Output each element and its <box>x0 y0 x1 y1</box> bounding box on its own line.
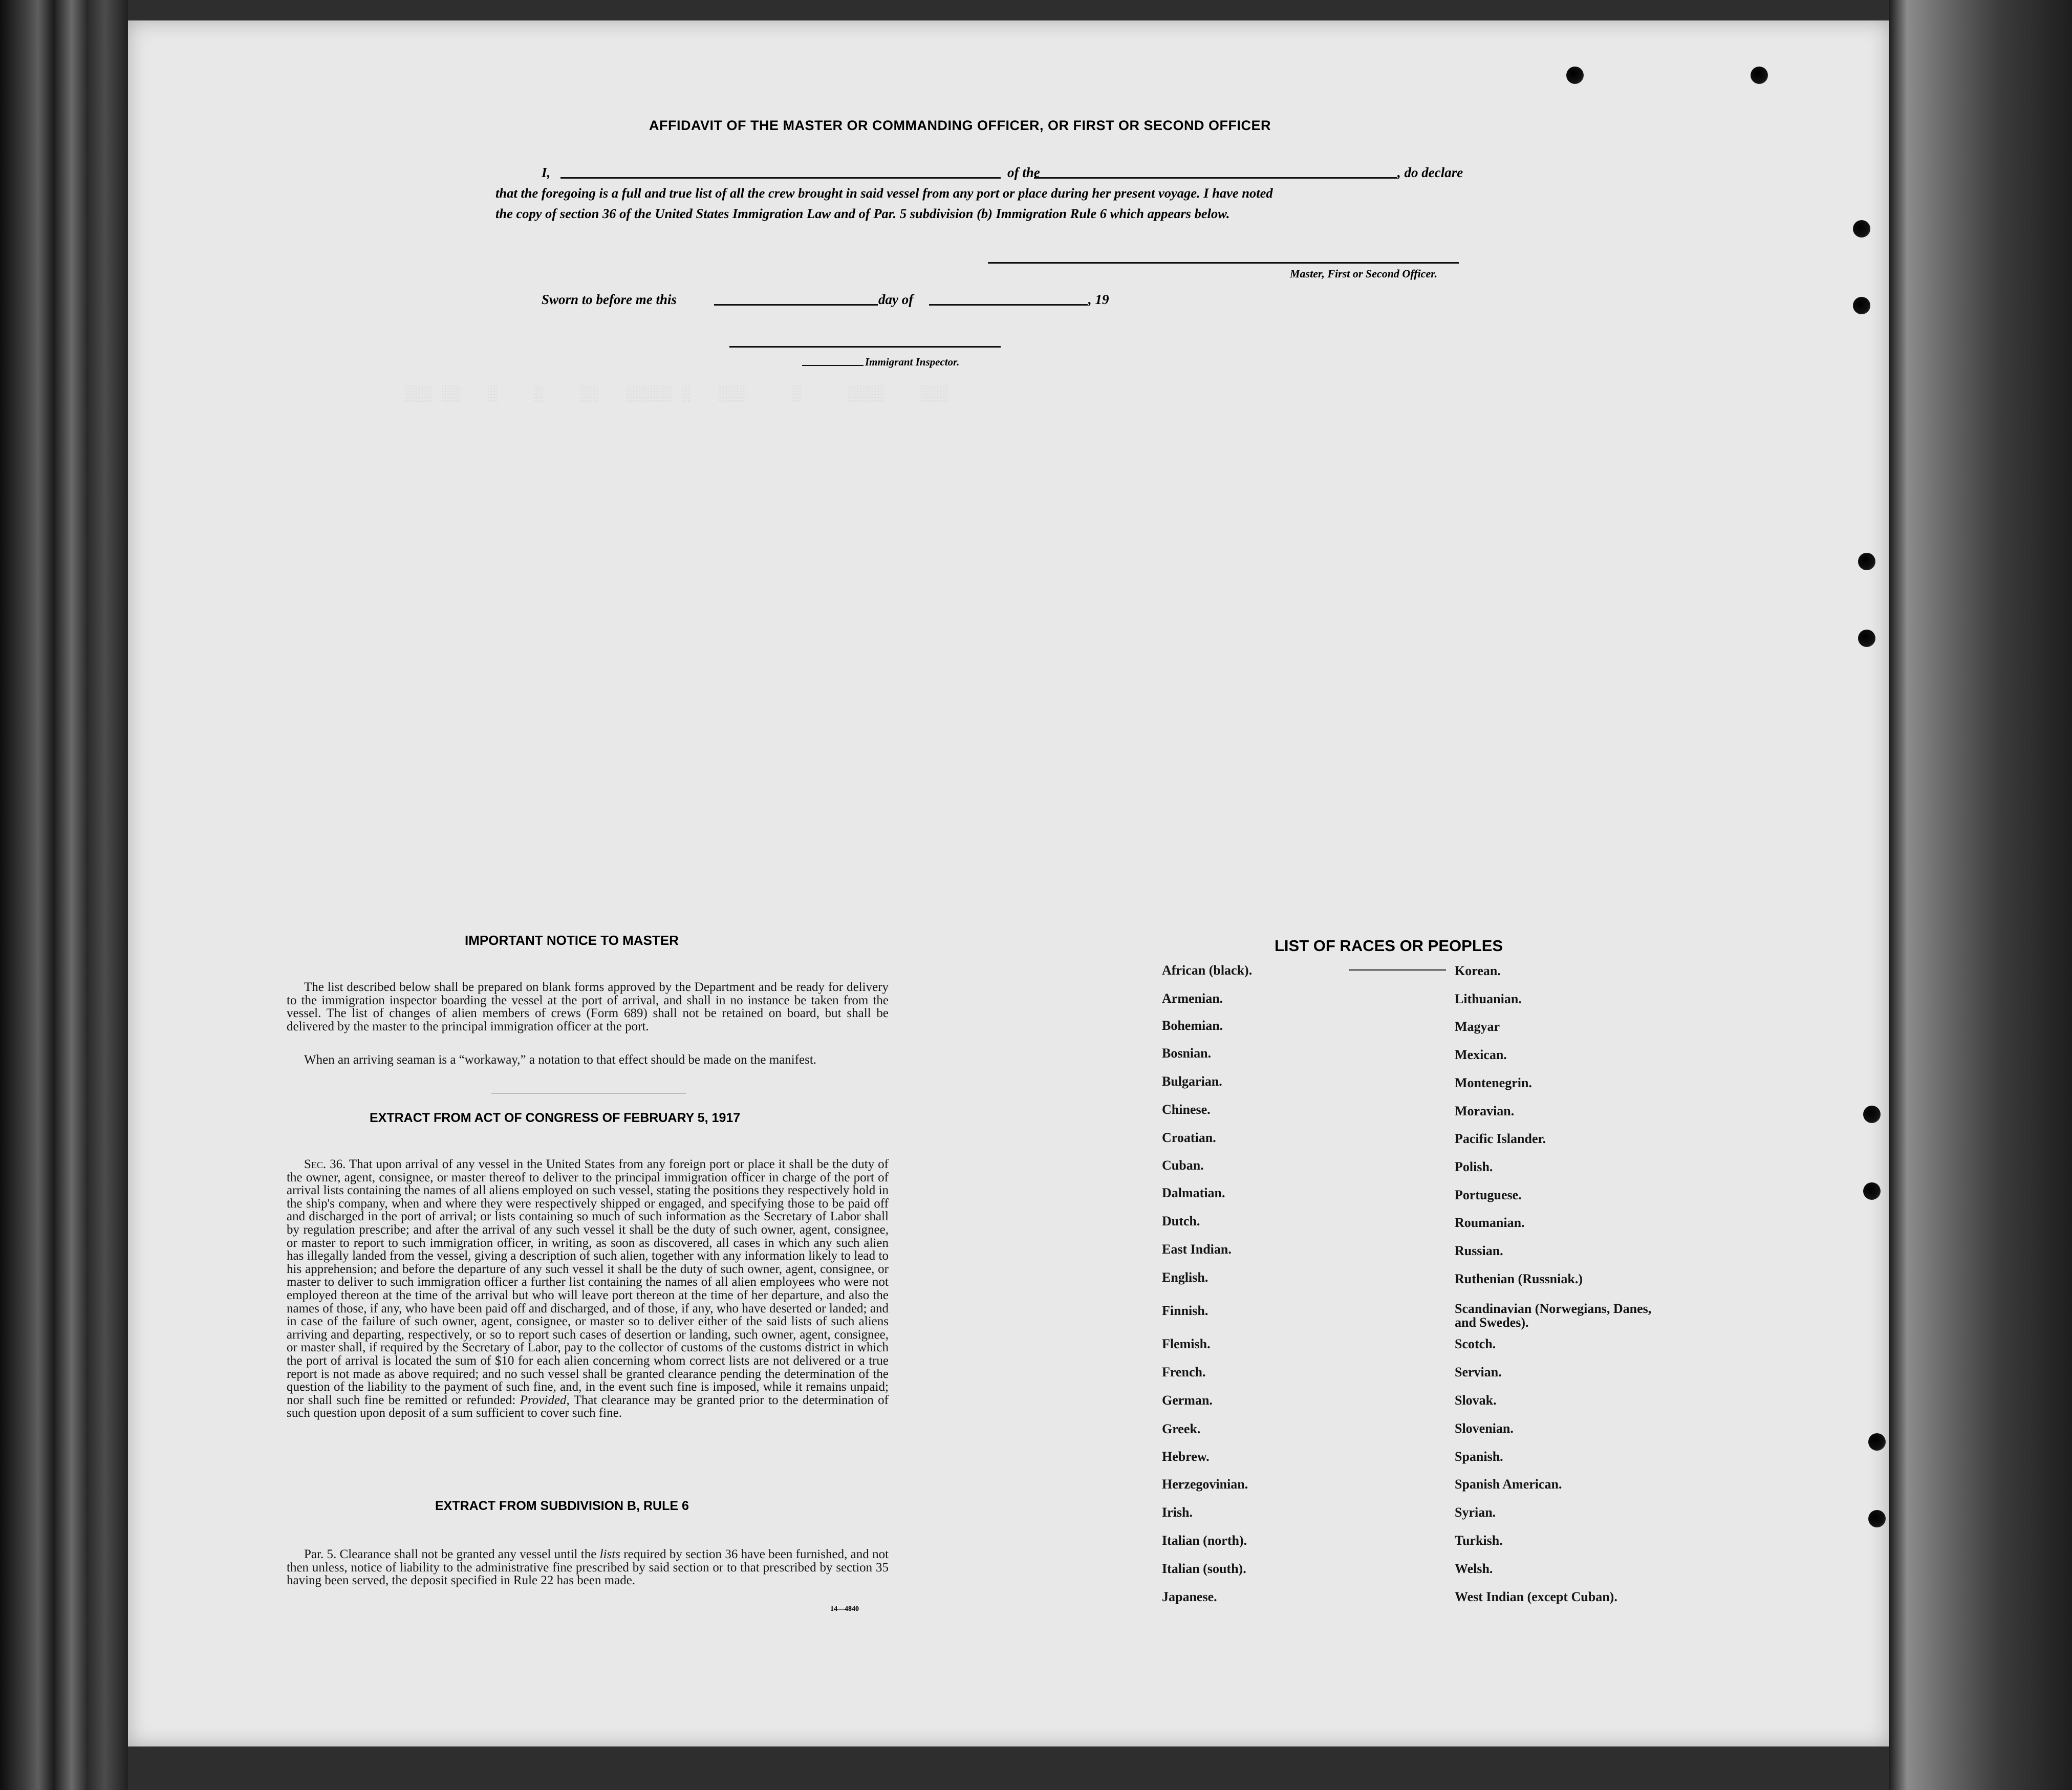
race-item: Bosnian. <box>1162 1046 1212 1061</box>
race-item: Bohemian. <box>1162 1018 1223 1033</box>
race-item: Mexican. <box>1455 1047 1507 1062</box>
race-item: Croatian. <box>1162 1130 1216 1145</box>
race-item: French. <box>1162 1365 1206 1379</box>
race-item: Armenian. <box>1162 991 1223 1006</box>
inspector-caption: Immigrant Inspector. <box>865 356 960 368</box>
race-item: Herzegovinian. <box>1162 1477 1248 1492</box>
race-item: Syrian. <box>1455 1505 1496 1520</box>
race-item: Hebrew. <box>1162 1449 1210 1464</box>
race-item: Bulgarian. <box>1162 1074 1222 1089</box>
extract-rule-body <box>287 1548 889 1587</box>
sec-body: That upon arrival of any vessel in the United States from any foreign port or place it shall be the duty of the owner, agent, consignee, or master thereof to deliver to the principal immigration officer in charge of the port of arrival lists containing the names of all aliens employed on such vessel, stating the positions they respectively hold in the ship's company, when and where they were respectively shipped or engaged, and specifying those to be paid off and discharged in the port of arrival; or lists containing so much of such information as the Secretary of Labor shall by regulation prescribe; and after the arrival of any such vessel it shall be the duty of such owner, agent, consignee, or master to report to such immigration officer, in writing, as soon as discovered, all cases in which any such alien has illegally landed from the vessel, giving a description of such alien, together with any information likely to lead to his apprehension; and before the departure of any such vessel it shall be the duty of such owner, agent, consignee, or master to deliver to such immigration officer a further list containing the names of all alien employees who were not employed thereon at the time of the arrival but who will leave port thereon at the time of her departure, and also the names of those, if any, who have been paid off and discharged, and of those, if any, who have deserted or landed; and in case of the failure of such owner, agent, consignee, or master so to deliver either of the said lists of such aliens arriving and departing, respectively, or so to report such cases of desertion or landing, such owner, agent, consignee, or master shall, if required by the Secretary of Labor, pay to the collector of customs of the customs district in which the port of arrival is located the sum of $10 for each alien concerning whom correct lists are not delivered or a true report is not made as above required; and no such vessel shall be granted clearance pending the determination of the question of the liability to the payment of such fine, and, in the event such fine is imposed, while it remains unpaid; nor shall such fine be remitted or refunded: <box>287 1157 889 1407</box>
proviso-body: That clearance may be granted prior to the determination of such question upon deposit of a sum sufficient to cover such fine. <box>287 1393 889 1420</box>
punch-hole <box>1566 67 1584 84</box>
race-item: Slovenian. <box>1455 1421 1514 1436</box>
punch-hole <box>1751 67 1768 84</box>
race-item: Irish. <box>1162 1505 1193 1520</box>
extract-rule-title: EXTRACT FROM SUBDIVISION B, RULE 6 <box>435 1499 689 1513</box>
name-blank-line[interactable] <box>560 177 1001 179</box>
binding-left-edge <box>0 0 128 1790</box>
race-item: Pacific Islander. <box>1455 1131 1546 1146</box>
sec-label: Sec. 36. <box>304 1157 346 1171</box>
punch-hole <box>1868 1433 1886 1451</box>
extract-act-title: EXTRACT FROM ACT OF CONGRESS OF FEBRUARY 5, 1917 <box>370 1111 741 1125</box>
signature-line[interactable] <box>988 262 1459 264</box>
rule-body-before: Par. 5. Clearance shall not be granted any vessel until the <box>304 1547 597 1561</box>
punch-hole <box>1863 1182 1881 1200</box>
punch-hole <box>1858 630 1875 647</box>
race-item: Roumanian. <box>1455 1215 1525 1230</box>
race-item: Scotch. <box>1455 1336 1496 1351</box>
inspector-signature-line[interactable] <box>729 346 1001 348</box>
race-item: Cuban. <box>1162 1158 1204 1173</box>
affidavit-do-declare-label: , do declare <box>1397 165 1463 180</box>
race-item: Chinese. <box>1162 1102 1211 1117</box>
rule-body-after: required by section 36 have been furnished, and not then unless, notice of liability to the administrative fine prescribed by said section or to that prescribed by section 35 having been served, the deposit specified in Rule 22 has been made. <box>287 1547 889 1588</box>
races-title-underline <box>1349 969 1446 971</box>
sworn-label: Sworn to before me this <box>542 292 677 307</box>
race-item: English. <box>1162 1270 1208 1285</box>
race-item: Scandinavian (Norwegians, Danes, and Swedes). <box>1455 1301 1652 1330</box>
race-item: Finnish. <box>1162 1303 1208 1318</box>
notice-para1: The list described below shall be prepared on blank forms approved by the Department and be ready for delivery to the immigration inspector boarding the vessel at the port of arrival, and shall in no instance be taken from the vessel. The list of changes of alien members of crews (Form 689) shall not be retained on board, but shall be delivered by the master to the principal immigration officer at the port. <box>287 980 889 1033</box>
race-item: Dutch. <box>1162 1214 1200 1228</box>
rule-body-italic: lists <box>599 1547 620 1561</box>
race-item: Slovak. <box>1455 1393 1497 1408</box>
punch-hole <box>1863 1106 1881 1123</box>
race-item: Russian. <box>1455 1243 1503 1258</box>
race-item: Magyar <box>1455 1019 1500 1034</box>
punch-hole <box>1858 553 1875 570</box>
race-item: African (black). <box>1162 963 1253 978</box>
bleed-through-texture: ░░░ ░░ ░ ░ ░░ ░░░░░ ░ ░░░ ░ ░░░░ ░░░ <box>405 386 949 403</box>
race-item: Spanish. <box>1455 1449 1503 1464</box>
race-item: Greek. <box>1162 1421 1201 1436</box>
race-item: East Indian. <box>1162 1242 1232 1257</box>
race-item: Flemish. <box>1162 1336 1211 1351</box>
inspector-short-line <box>802 365 864 366</box>
race-item: West Indian (except Cuban). <box>1455 1589 1617 1604</box>
binding-right-edge <box>1889 0 2072 1790</box>
vessel-blank-line[interactable] <box>1034 177 1397 179</box>
race-item: Italian (north). <box>1162 1533 1247 1548</box>
proviso-label: Provided, <box>520 1393 570 1407</box>
punch-hole <box>1853 220 1870 238</box>
day-of-label: day of <box>878 292 914 307</box>
affidavit-of-the-label: of the <box>1007 165 1040 180</box>
race-item: Dalmatian. <box>1162 1185 1225 1200</box>
extract-act-body <box>287 1158 889 1420</box>
punch-hole <box>1868 1510 1886 1527</box>
race-item: Portuguese. <box>1455 1188 1522 1202</box>
sworn-month-line[interactable] <box>929 304 1088 306</box>
race-item: Montenegrin. <box>1455 1075 1532 1090</box>
races-title: LIST OF RACES OR PEOPLES <box>1275 937 1503 955</box>
race-item: Italian (south). <box>1162 1561 1246 1576</box>
race-item: Ruthenian (Russniak.) <box>1455 1271 1583 1286</box>
race-item: German. <box>1162 1393 1213 1408</box>
race-item: Spanish American. <box>1455 1477 1562 1492</box>
affidavit-body-line2: the copy of section 36 of the United States Immigration Law and of Par. 5 subdivision (b) Immigration Rule 6 which appears below. <box>495 206 1230 221</box>
race-item: Turkish. <box>1455 1533 1503 1548</box>
race-item: Polish. <box>1455 1159 1493 1174</box>
notice-para2: When an arriving seaman is a “workaway,” a notation to that effect should be made on the manifest. <box>304 1053 817 1067</box>
document-page <box>128 20 1889 1746</box>
affidavit-body-line1: that the foregoing is a full and true list of all the crew brought in said vessel from any port or place during her present voyage. I have noted <box>495 185 1273 201</box>
race-item: Servian. <box>1455 1365 1502 1379</box>
signature-caption: Master, First or Second Officer. <box>1290 267 1438 280</box>
form-number: 14—4840 <box>830 1605 859 1613</box>
affidavit-i-label: I, <box>542 165 551 180</box>
race-item: Welsh. <box>1455 1561 1493 1576</box>
notice-title: IMPORTANT NOTICE TO MASTER <box>465 933 679 948</box>
affidavit-title: AFFIDAVIT OF THE MASTER OR COMMANDING OFFICER, OR FIRST OR SECOND OFFICER <box>649 118 1271 133</box>
race-item: Japanese. <box>1162 1589 1217 1604</box>
sworn-day-line[interactable] <box>714 304 878 306</box>
race-item: Lithuanian. <box>1455 991 1522 1006</box>
punch-hole <box>1853 297 1870 314</box>
year-label: , 19 <box>1088 292 1109 307</box>
race-item: Korean. <box>1455 963 1501 978</box>
race-item: Moravian. <box>1455 1104 1515 1118</box>
